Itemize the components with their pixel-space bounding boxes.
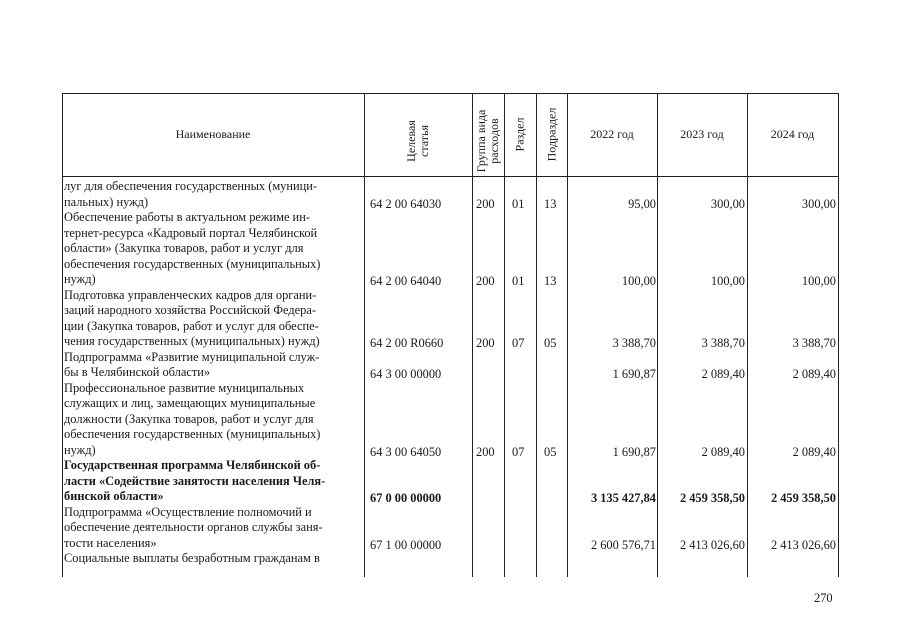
row-name-line: чения государственных (муниципальных) нужд)	[64, 334, 320, 348]
row-2024: 2 413 026,60	[770, 537, 836, 552]
col-border	[536, 93, 537, 577]
row-name-line: обеспечения государственных (муниципальных)	[64, 256, 321, 271]
row-name-line: бы в Челябинской области»	[64, 365, 211, 379]
row-name-line: должности (Закупка товаров, работ и услуг для	[64, 411, 314, 426]
row-subsection: 13	[544, 274, 557, 288]
row-name-line: служащих и лиц, замещающих муниципальные	[64, 396, 316, 410]
row-2022: 3 388,70	[612, 336, 656, 350]
row-2023: 100,00	[710, 274, 745, 288]
row-2022: 1 690,87	[612, 444, 656, 459]
row-2023: 300,00	[710, 196, 745, 211]
row-2022: 1 690,87	[612, 367, 656, 381]
row-2023: 3 388,70	[701, 336, 745, 350]
col-border	[364, 93, 365, 577]
row-2023: 2 089,40	[701, 367, 745, 381]
row-group: 200	[476, 444, 495, 459]
row-name-line: нужд)	[64, 442, 96, 457]
row-section: 07	[512, 444, 525, 459]
row-name-line: области» (Закупка товаров, работ и услуг для	[64, 241, 304, 255]
row-subsection: 13	[544, 196, 557, 211]
row-section: 07	[512, 336, 525, 350]
row-section: 01	[512, 274, 525, 288]
row-name-line: обеспечение деятельности органов службы заня-	[64, 520, 323, 534]
row-subsection: 05	[544, 444, 557, 459]
row-name-line: Подпрограмма «Осуществление полномочий и	[64, 504, 312, 519]
row-target: 67 0 00 00000	[370, 491, 442, 505]
row-target: 64 3 00 64050	[370, 444, 442, 459]
col-border	[472, 93, 473, 577]
header-name: Наименование	[175, 127, 251, 141]
row-2023: 2 089,40	[701, 444, 745, 459]
page-number: 270	[814, 591, 833, 605]
row-name-line: заций народного хозяйства Российской Федера-	[64, 303, 316, 317]
row-target: 64 2 00 R0660	[370, 336, 444, 350]
row-name-line: Подготовка управленческих кадров для органи-	[64, 287, 317, 302]
row-2023: 2 459 358,50	[679, 491, 745, 505]
row-2022: 2 600 576,71	[590, 537, 656, 552]
row-2022: 95,00	[628, 196, 656, 211]
row-name-line: тости населения»	[64, 535, 157, 550]
row-2022: 3 135 427,84	[590, 491, 656, 505]
row-2024: 3 388,70	[792, 336, 836, 350]
row-2023: 2 413 026,60	[679, 537, 745, 552]
row-name-line: Государственная программа Челябинской об-	[64, 458, 321, 472]
row-name-line: ласти «Содействие занятости населения Челя-	[64, 473, 326, 488]
header-subsection: Подраздел	[544, 107, 559, 162]
row-name-line: Обеспечение работы в актуальном режиме ин-	[64, 210, 310, 224]
header-group: Группа вида расходов	[474, 109, 501, 173]
row-2024: 2 459 358,50	[770, 491, 836, 505]
col-border	[504, 93, 505, 577]
row-2022: 100,00	[621, 274, 656, 288]
row-name-line: Социальные выплаты безработным гражданам в	[64, 551, 320, 565]
row-2024: 300,00	[801, 196, 836, 211]
row-name-line: луг для обеспечения государственных (муници-	[64, 179, 318, 193]
header-bottom-border	[62, 176, 839, 177]
row-name-line: ции (Закупка товаров, работ и услуг для обеспе-	[64, 318, 319, 333]
header-2024: 2024 год	[770, 127, 815, 141]
row-name-line: нужд)	[64, 272, 96, 286]
row-group: 200	[476, 274, 495, 288]
row-subsection: 05	[544, 336, 557, 350]
row-group: 200	[476, 336, 495, 350]
header-section: Раздел	[512, 117, 527, 152]
header-2023: 2023 год	[680, 127, 724, 141]
row-group: 200	[476, 196, 495, 211]
row-section: 01	[512, 196, 525, 211]
row-target: 64 3 00 00000	[370, 367, 442, 381]
row-name-line: бинской области»	[64, 489, 164, 503]
row-name-line: тернет-ресурса «Кадровый портал Челябинской	[64, 225, 318, 240]
row-2024: 2 089,40	[792, 367, 836, 381]
row-2024: 100,00	[801, 274, 836, 288]
col-border	[838, 93, 839, 577]
row-name-line: обеспечения государственных (муниципальных)	[64, 427, 321, 441]
header-target: Целевая статья	[404, 120, 431, 162]
row-2024: 2 089,40	[792, 444, 836, 459]
row-target: 67 1 00 00000	[370, 537, 442, 552]
budget-table	[62, 93, 839, 577]
row-target: 64 2 00 64040	[370, 274, 442, 288]
row-name-line: Профессиональное развитие муниципальных	[64, 380, 305, 395]
header-2022: 2022 год	[590, 127, 634, 141]
row-name-line: пальных) нужд)	[64, 194, 149, 209]
row-name-line: Подпрограмма «Развитие муниципальной служ-	[64, 349, 320, 364]
row-target: 64 2 00 64030	[370, 196, 442, 211]
